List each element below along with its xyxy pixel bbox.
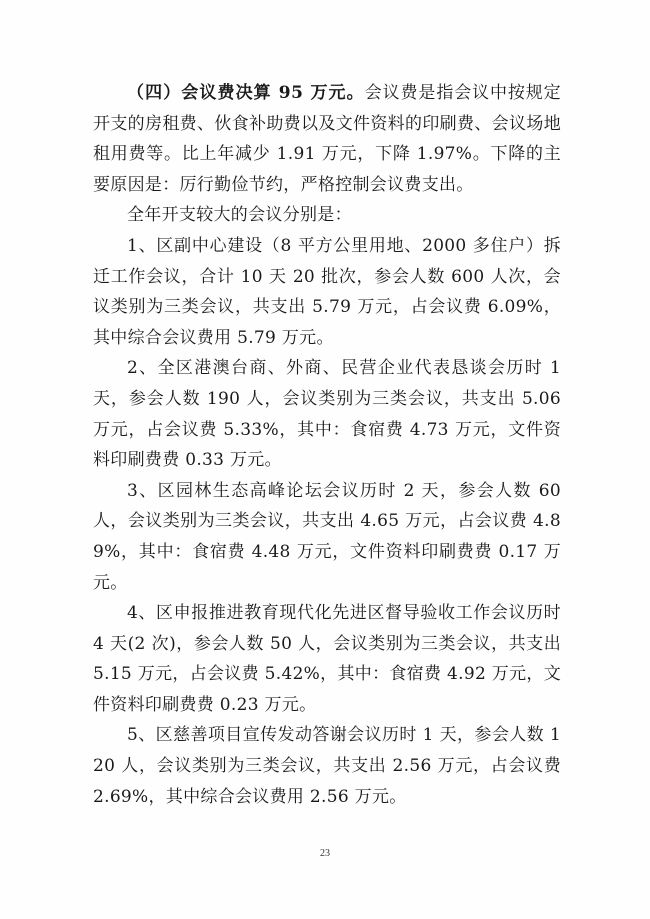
section-body: 会议费是指会议中按规定开支的房租费、伙食补助费以及文件资料的印刷费、会议场地租用费等。比上年减少 1.91 万元，下降 1.97%。下降的主要原因是：厉行勤俭节约，严格控制会议费支出。 bbox=[93, 83, 561, 195]
meeting-item-1: 1、区副中心建设（8 平方公里用地、2000 多住户）拆迁工作会议，合计 10 天 20 批次，参会人数 600 人次，会议类别为三类会议，共支出 5.79 万元，占会议费 6.09%，其中综合会议费用 5.79 万元。 bbox=[93, 235, 561, 348]
document-content bbox=[93, 78, 561, 812]
meeting-item-4: 4、区申报推进教育现代化先进区督导验收工作会议历时 4 天(2 次)，参会人数 50 人，会议类别为三类会议，共支出 5.15 万元，占会议费 5.42%，其中：食宿费 4.92 万元，文件资料印刷费费 0.23 万元。 bbox=[93, 603, 561, 715]
intro-paragraph: 全年开支较大的会议分别是： bbox=[127, 205, 352, 226]
meeting-item-5: 5、区慈善项目宣传发动答谢会议历时 1 天，参会人数 120 人，会议类别为三类会议，共支出 2.56 万元，占会议费 2.69%，其中综合会议费用 2.56 万元。 bbox=[93, 725, 561, 807]
meeting-item-3: 3、区园林生态高峰论坛会议历时 2 天，参会人数 60 人，会议类别为三类会议，共支出 4.65 万元，占会议费 4.89%，其中：食宿费 4.48 万元，文件资料印刷费费 0.17 万元。 bbox=[93, 480, 561, 593]
section-paragraph bbox=[93, 78, 561, 200]
meeting-item-2: 2、全区港澳台商、外商、民营企业代表恳谈会历时 1 天，参会人数 190 人，会议类别为三类会议，共支出 5.06 万元，占会议费 5.33%，其中：食宿费 4.73 万元，文件资料印刷费费 0.33 万元。 bbox=[93, 358, 561, 471]
section-heading: （四）会议费决算 95 万元。 bbox=[127, 83, 365, 103]
page-number: 23 bbox=[320, 848, 330, 859]
